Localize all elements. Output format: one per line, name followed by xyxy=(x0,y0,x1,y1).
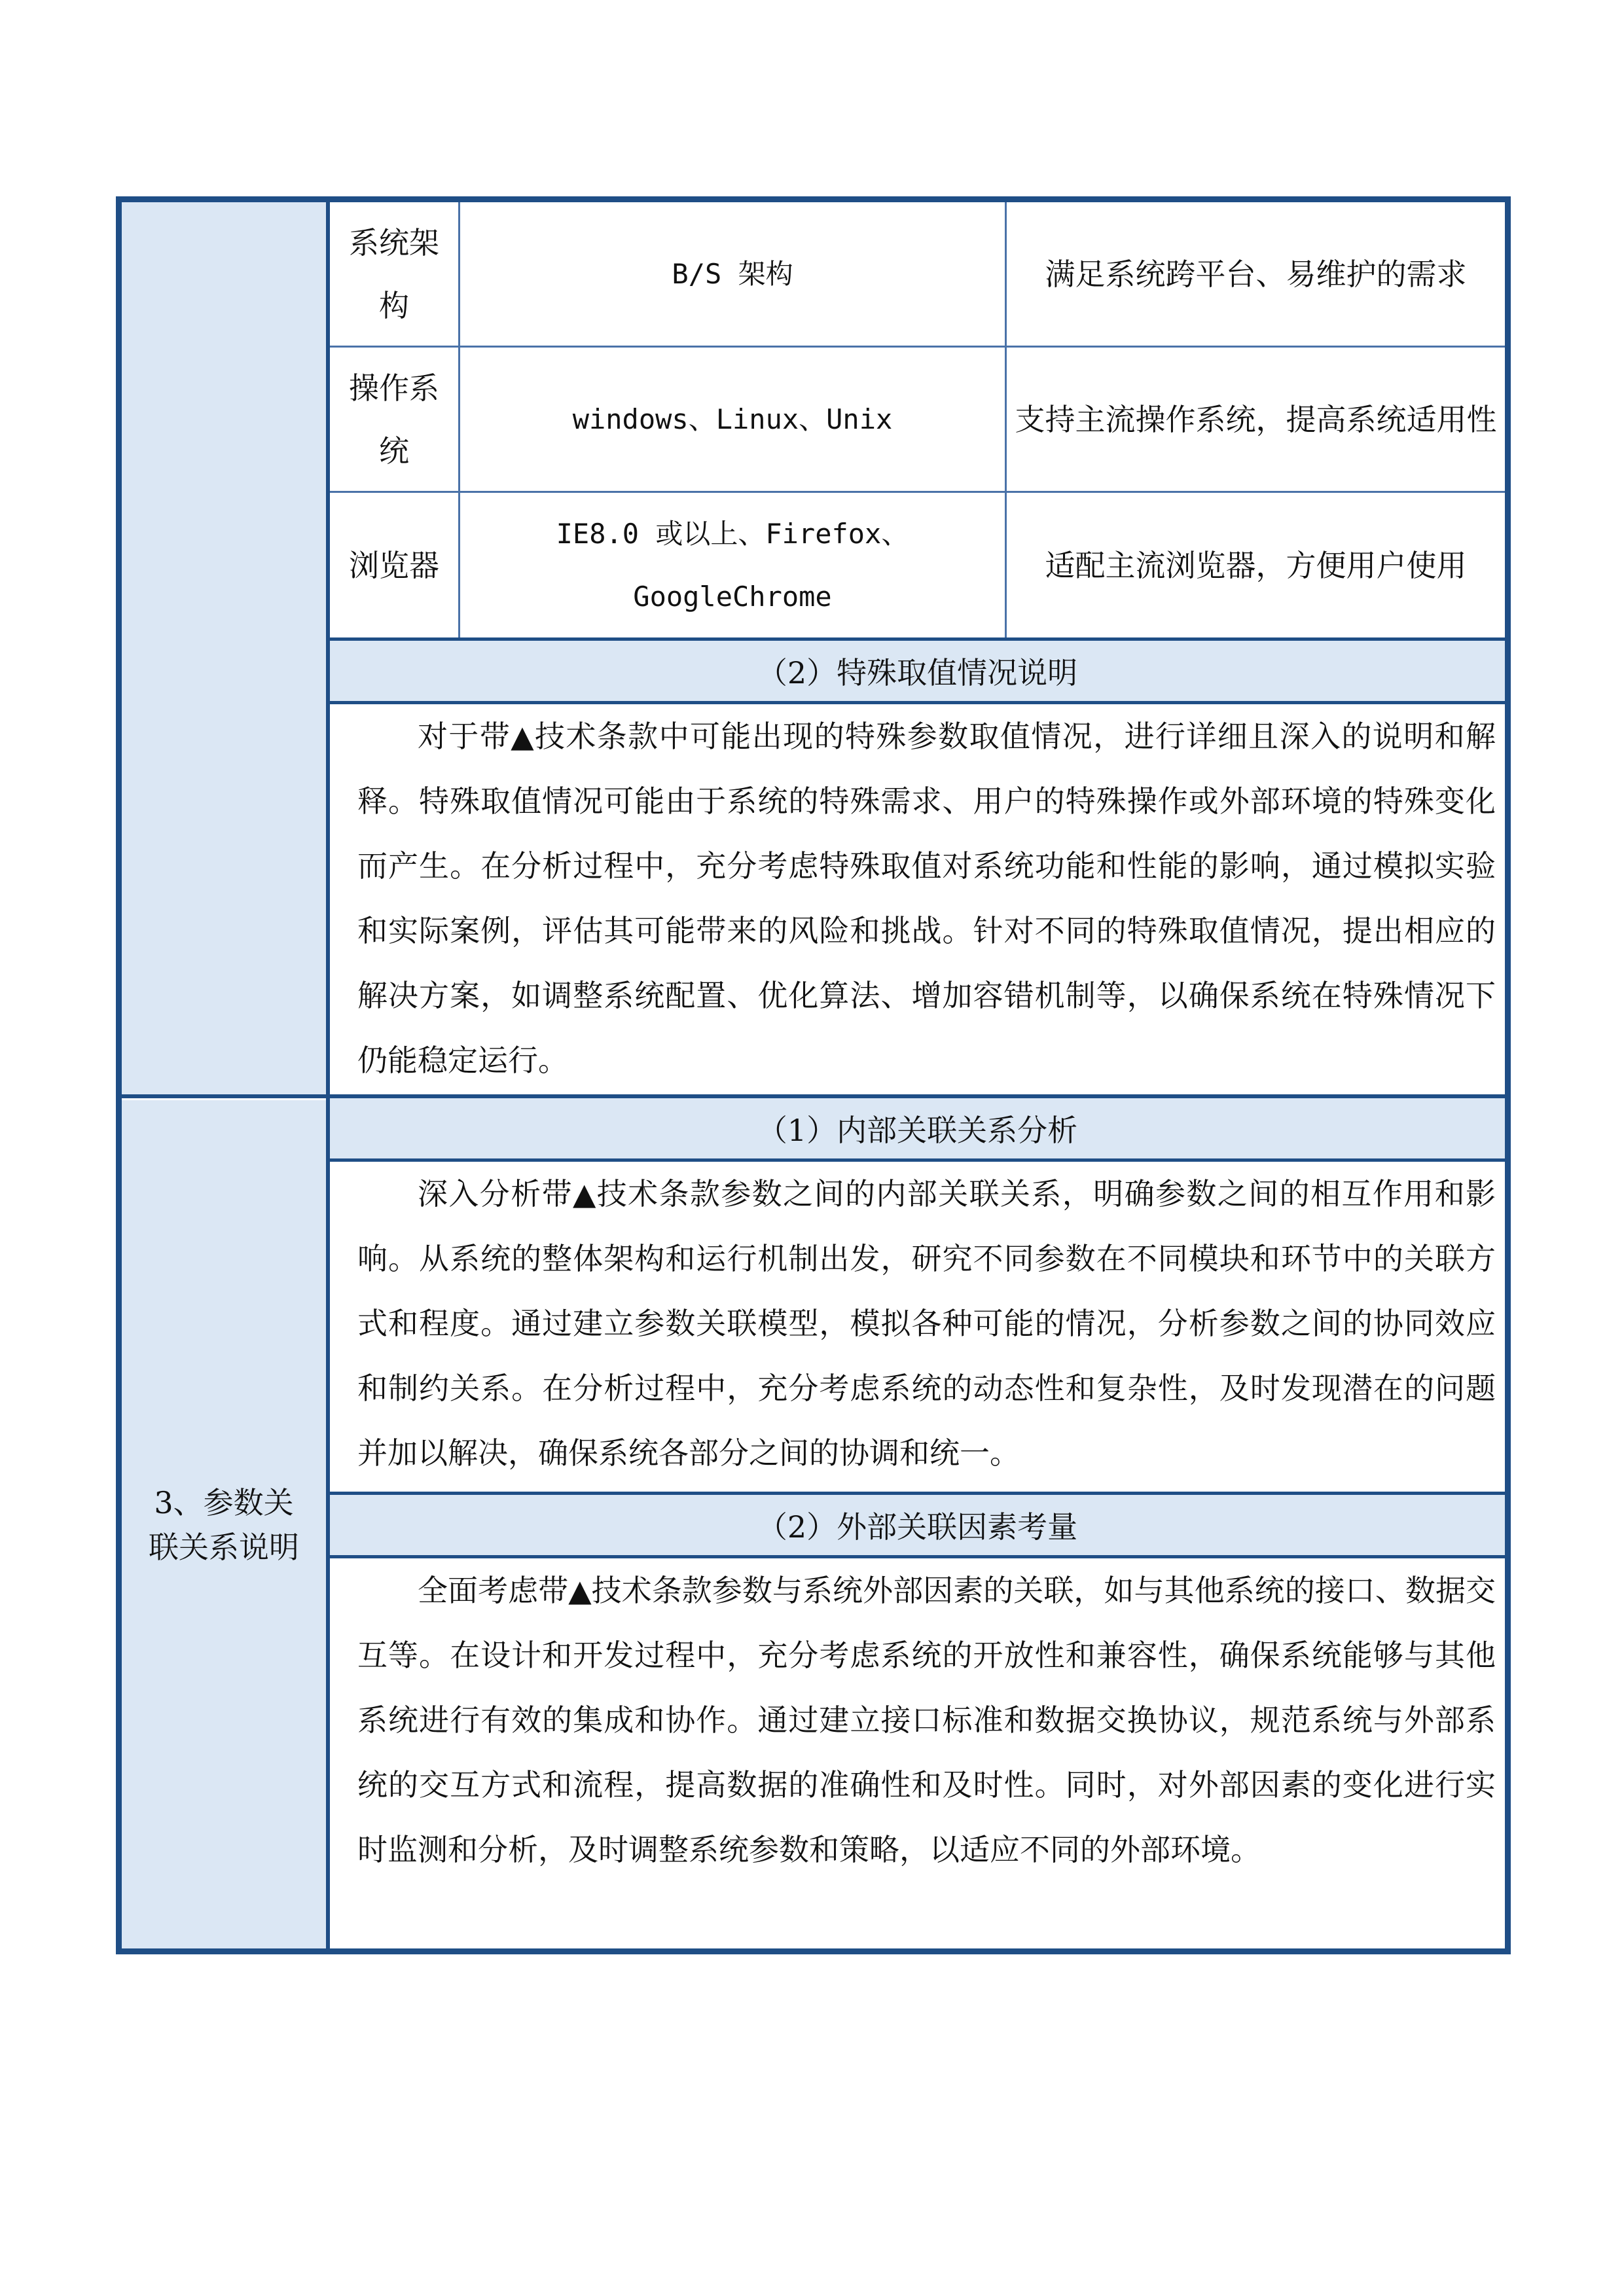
row-note-architecture: 满足系统跨平台、易维护的需求 xyxy=(1045,256,1467,292)
external-factor-heading: （2）外部关联因素考量 xyxy=(330,1495,1505,1555)
section3-label: 3、参数关联关系说明 xyxy=(149,1485,299,1565)
internal-relation-body: 深入分析带▲技术条款参数之间的内部关联关系，明确参数之间的相互作用和影响。从系统的整体架构和运行机制出发，研究不同参数在不同模块和环节中的关联方式和程度。通过建立参数关联模型，模拟各种可能的情况，分析参数之间的协同效应和制约关系。在分析过程中，充分考虑系统的动态性和复杂性，及时发现潜在的问题并加以解决，确保系统各部分之间的协调和统一。 xyxy=(357,1176,1496,1471)
special-values-body: 对于带▲技术条款中可能出现的特殊参数取值情况，进行详细且深入的说明和解释。特殊取值情况可能由于系统的特殊需求、用户的特殊操作或外部环境的特殊变化而产生。在分析过程中，充分考虑特殊取值对系统功能和性能的影响，通过模拟实验和实际案例，评估其可能带来的风险和挑战。针对不同的特殊取值情况，提出相应的解决方案，如调整系统配置、优化算法、增加容错机制等，以确保系统在特殊情况下仍能稳定运行。 xyxy=(357,719,1496,1078)
row-value-browser: IE8.0 或以上、Firefox、GoogleChrome xyxy=(556,517,909,613)
internal-relation-heading: （1）内部关联关系分析 xyxy=(330,1098,1505,1158)
row-label-architecture: 系统架构 xyxy=(349,224,439,323)
row-note-browser: 适配主流浏览器，方便用户使用 xyxy=(1045,547,1467,583)
external-factor-body: 全面考虑带▲技术条款参数与系统外部因素的关联，如与其他系统的接口、数据交互等。在设计和开发过程中，充分考虑系统的开放性和兼容性，确保系统能够与其他系统进行有效的集成和协作。通过建立接口标准和数据交换协议，规范系统与外部系统的交互方式和流程，提高数据的准确性和及时性。同时，对外部因素的变化进行实时监测和分析，及时调整系统参数和策略，以适应不同的外部环境。 xyxy=(357,1573,1496,1867)
row-value-os: windows、Linux、Unix xyxy=(572,403,893,435)
row-label-os: 操作系统 xyxy=(349,370,439,469)
left-column-top xyxy=(122,202,326,1094)
row-label-browser: 浏览器 xyxy=(349,547,439,583)
row-value-architecture: B/S 架构 xyxy=(672,257,793,290)
special-values-heading: （2）特殊取值情况说明 xyxy=(330,641,1505,701)
row-note-os: 支持主流操作系统，提高系统适用性 xyxy=(1015,401,1497,437)
